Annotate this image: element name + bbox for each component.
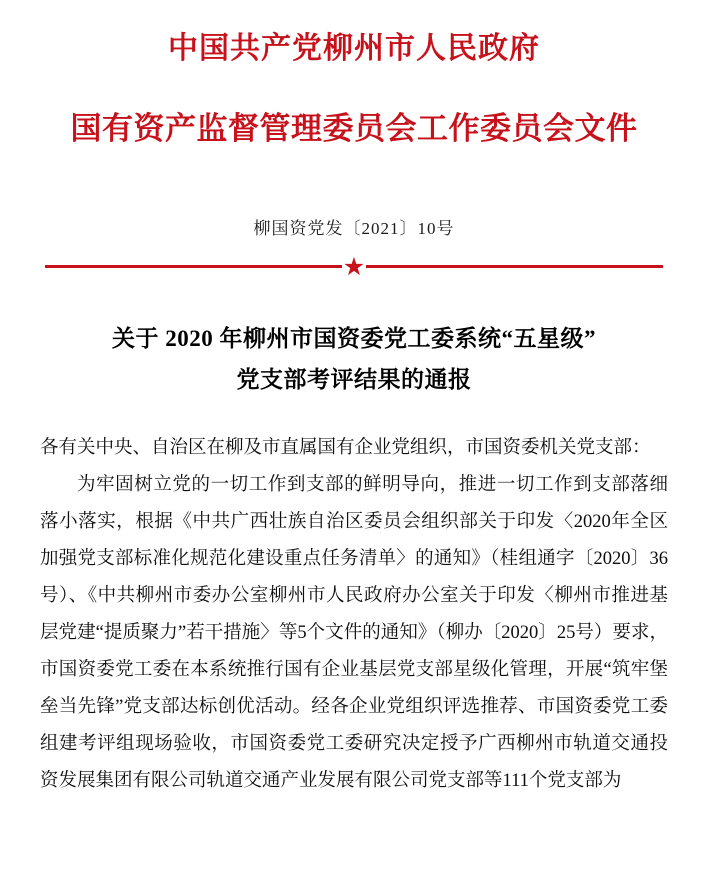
masthead-line-2: 国有资产监督管理委员会工作委员会文件 [70,110,638,146]
masthead-separator [40,252,668,282]
masthead-line-1: 中国共产党柳州市人民政府 [168,32,540,65]
page-title [40,319,668,400]
body-paragraph-1: 为牢固树立党的一切工作到支部的鲜明导向，推进一切工作到支部落细落小落实，根据《中共广西壮族自治区委员会组织部关于印发〈2020年全区加强党支部标准化规范化建设重点任务清单〉的通知》（桂组通字〔2020〕36号）、《中共柳州市委办公室柳州市人民政府办公室关于印发〈柳州市推进基层党建“提质聚力”若干措施〉等5个文件的通知》（柳办〔2020〕25号）要求，市国资委党工委在本系统推行国有企业基层党支部星级化管理，开展“筑牢堡垒当先锋”党支部达标创优活动。经各企业党组织评选推荐、市国资委党工委组建考评组现场验收，市国资委党工委研究决定授予广西柳州市轨道交通投资发展集团有限公司轨道交通产业发展有限公司党支部等111个党支部为 [40,474,668,791]
document-body [40,430,668,800]
red-star-icon: ★ [342,252,366,282]
document-number: 柳国资党发〔2021〕10号 [253,219,455,239]
recipient-line: 各有关中央、自治区在柳及市直属国有企业党组织，市国资委机关党支部： [40,437,651,458]
page-title-line-1: 关于 2020 年柳州市国资委党工委系统“五星级” [112,326,596,352]
masthead [40,0,668,148]
page-title-line-2: 党支部考评结果的通报 [236,366,472,392]
